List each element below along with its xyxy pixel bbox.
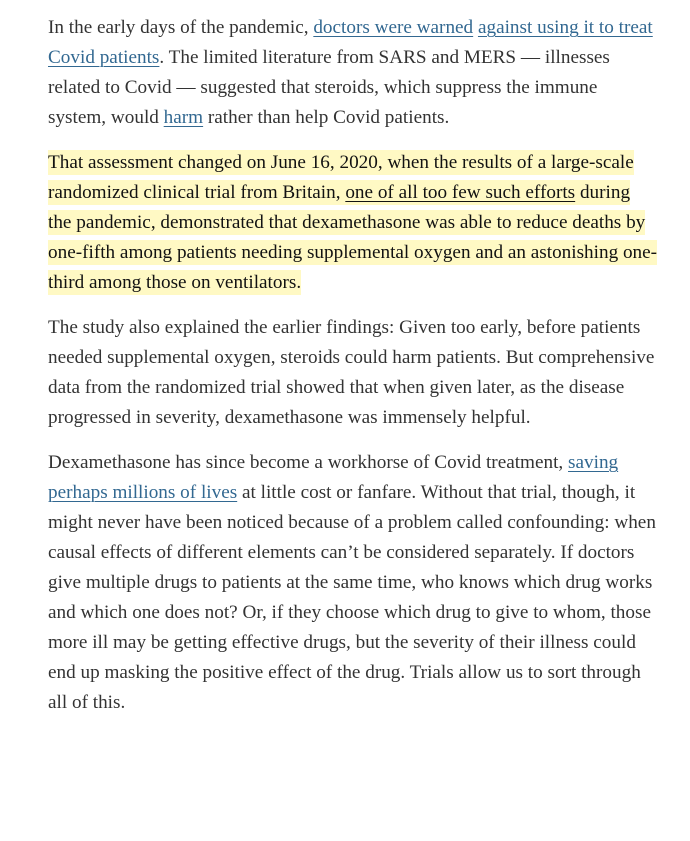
paragraph-2-highlighted [48,148,658,298]
link-one-of-all-too-few[interactable]: one of all too few such efforts [345,182,576,203]
paragraph-text: at little cost or fanfare. Without that trial, though, it might never have been noticed because of a problem called confounding: when causal effects of different elements can’t be considered separately. If doctors give multiple drugs to patients at the same time, who knows which drug works and which one does not? Or, if they choose which drug to give to whom, those more ill may be getting effective drugs, but the severity of their illness could end up masking the positive effect of the drug. Trials allow us to sort through all of this. [48,482,656,713]
paragraph-text: . The limited literature from SARS and MERS — illnesses related to Covid — suggested that steroids, which suppress the immune system, would [48,47,610,128]
link-saving-perhaps-millions[interactable]: saving perhaps millions of lives [48,452,619,503]
paragraph-3 [48,313,658,433]
paragraph-1 [48,13,658,133]
paragraph-4 [48,448,658,718]
link-doctors-were-warned[interactable]: doctors were warned [313,17,474,38]
paragraph-text: during the pandemic, demonstrated that dexamethasone was able to reduce deaths by one-fifth among patients needing supplemental oxygen and an astonishing one-third among those on ventilators. [48,182,658,293]
paragraph-text: rather than help Covid patients. [203,107,450,128]
article-body [48,13,658,733]
paragraph-text: In the early days of the pandemic, [48,17,314,38]
paragraph-text: The study also explained the earlier findings: Given too early, before patients needed supplemental oxygen, steroids could harm patients. But comprehensive data from the randomized trial showed that when given later, as the disease progressed in severity, dexamethasone was immensely helpful. [48,317,655,428]
link-harm[interactable]: harm [163,107,204,128]
link-against-using-it[interactable]: against using it to treat Covid patients [48,17,653,68]
paragraph-text: That assessment changed on June 16, 2020, when the results of a large-scale randomized clinical trial from Britain, [48,152,634,203]
highlighted-passage [48,150,657,295]
paragraph-text: Dexamethasone has since become a workhorse of Covid treatment, [48,452,569,473]
